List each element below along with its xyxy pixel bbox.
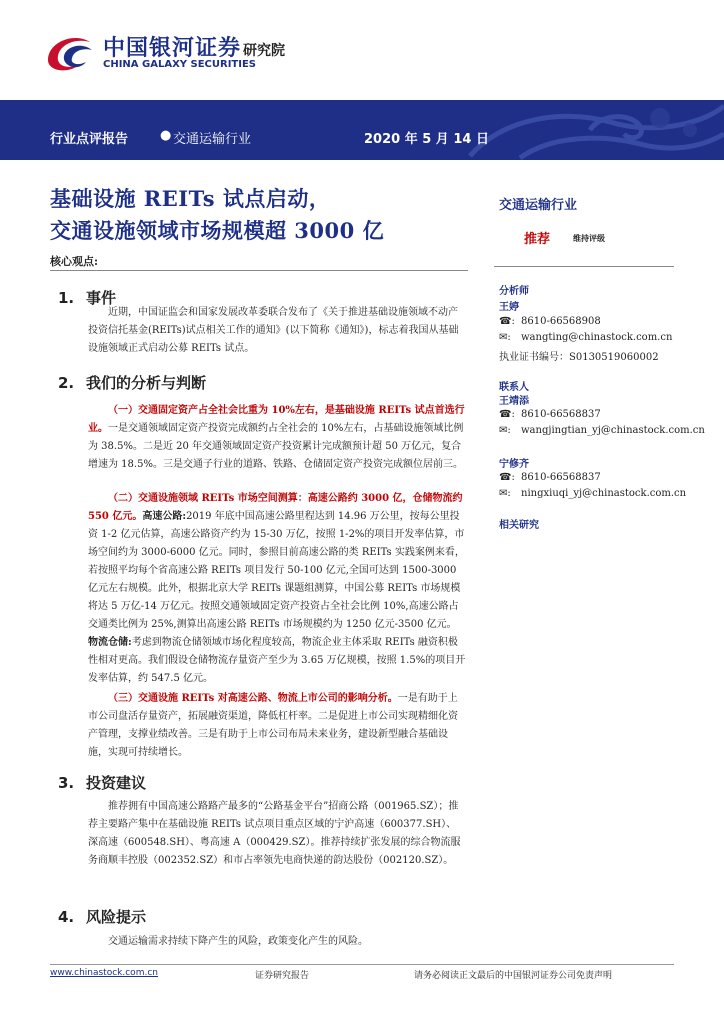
related-research-label: 相关研究 — [499, 520, 539, 531]
section-2-para-2: （二）交通设施领域 REITs 市场空间测算：高速公路约 3000 亿，仓储物流约 550 亿元。高速公路:2019 年底中国高速公路里程达到 14.96 万公里，按每公里投资 1-2 亿元估算，高速公路资产约为 15-30 万亿，按照 1-2%的项目开发率估算，市场空间约为 3000-6000 亿元。同时，参照目前高速公路的类 REITs 实践案例来看，若按照平均每个省高速公路 REITs 项目发行 50-100 亿元,全国可达到 1500-3000 亿元左右规模。此外，根据北京大学 REITs 课题组测算，中国公募 REITs 市场规模将达 5 万亿-14 万亿元。按照交通领域固定资产投资占全社会比例 10%,高速公路占交通类比例为 25%,测算出高速公路 REITs 市场规模约为 1250 亿元-3500 亿元。物流仓储:考虑到物流仓储领域市场化程度较高，物流企业主体采取 REITs 融资积极性相对更高。我们假设仓储物流存量资产至少为 3.65 万亿规模，按照 1.5%的项目开发率估算，约 547.5 亿元。 — [88, 493, 466, 684]
analyst-label: 分析师 — [499, 286, 529, 297]
contact-email[interactable]: ✉: wangjingtian_yj@chinastock.com.cn — [499, 425, 705, 436]
phone-icon: ☎: — [499, 409, 515, 420]
email-icon: ✉: — [499, 488, 511, 499]
contact-email[interactable]: ✉: ningxiuqi_yj@chinastock.com.cn — [499, 488, 687, 499]
footer-disclaimer: 请务必阅读正文最后的中国银河证券公司免责声明 — [414, 971, 613, 981]
section-heading-2: 2. 我们的分析与判断 — [58, 374, 207, 392]
section-1-body: 近期，中国证监会和国家发展改革委联合发布了《关于推进基础设施领域不动产投资信托基金(REITs)试点相关工作的通知》(以下简称《通知》)，标志着我国从基础设施领域正式启动公募 REITs 试点。 — [88, 307, 459, 354]
banner-industry: 交通运输行业 — [173, 132, 252, 147]
brand-name-en: CHINA GALAXY SECURITIES — [103, 59, 256, 70]
sidebar-divider — [494, 266, 674, 267]
section-2-para-3: （三）交通设施 REITs 对高速公路、物流上市公司的影响分析。一是有助于上市公司盘活存量资产，拓展融资渠道，降低杠杆率。二是促进上市公司实现精细化资产管理，支撑业绩改善。三是有助于上市公司布局未来业务，建设新型融合基础设施，实现可持续增长。 — [88, 693, 458, 758]
report-type: 行业点评报告 — [50, 132, 129, 147]
core-views-label: 核心观点: — [50, 255, 99, 268]
title-line-2: 交通设施领域市场规模超 3000 亿 — [50, 218, 385, 243]
analyst-email[interactable]: ✉: wangting@chinastock.com.cn — [499, 332, 673, 343]
analyst-phone: ☎: 8610-66568908 — [499, 316, 601, 327]
contact-phone: ☎: 8610-66568837 — [499, 472, 601, 483]
section-2-highlight-2: （二）交通设施领域 REITs 市场空间测算：高速公路约 3000 亿，仓储物流约 550 亿元。 — [88, 493, 463, 522]
title-line-1: 基础设施 REITs 试点启动， — [50, 186, 331, 211]
recommendation-label: 推荐 — [524, 232, 551, 247]
email-icon: ✉: — [499, 332, 511, 343]
contact-name: 王靖添 — [499, 396, 529, 407]
contact-phone: ☎: 8610-66568837 — [499, 409, 601, 420]
report-date: 2020 年 5 月 14 日 — [364, 132, 489, 147]
footer-center-text: 证券研究报告 — [255, 971, 310, 981]
section-heading-1: 1. 事件 — [58, 289, 117, 307]
section-4-body: 交通运输需求持续下降产生的风险，政策变化产生的风险。 — [108, 936, 368, 947]
banner-separator: ● — [160, 128, 172, 143]
analyst-name: 王婷 — [499, 302, 519, 313]
rating-note: 维持评级 — [573, 233, 605, 243]
email-icon: ✉: — [499, 425, 511, 436]
section-2-para-1: （一）交通固定资产占全社会比重为 10%左右，是基础设施 REITs 试点首选行业。一是交通领域固定资产投资完成额约占全社会的 10%左右，占基础设施领域比例为 38.5%。二是近 20 年交通领域固定资产投资累计完成额预计超 50 万亿元，复合增速为 18.5%。三是交通子行业的道路、铁路、仓储固定资产投资完成额位居前三。 — [88, 405, 465, 470]
contact-label: 联系人 — [499, 382, 529, 393]
section-2-highlight-3: （三）交通设施 REITs 对高速公路、物流上市公司的影响分析。 — [108, 693, 398, 704]
section-heading-4: 4. 风险提示 — [58, 908, 147, 926]
footer-divider — [50, 964, 674, 965]
sidebar-industry: 交通运输行业 — [499, 198, 578, 213]
phone-icon: ☎: — [499, 472, 515, 483]
footer-website-link[interactable]: www.chinastock.com.cn — [50, 968, 158, 978]
contact-name: 宁修齐 — [499, 459, 529, 470]
section-2-highlight-1: （一）交通固定资产占全社会比重为 10%左右，是基础设施 REITs 试点首选行业。 — [88, 405, 465, 434]
brand-name-cn: 中国银河证券 — [103, 36, 242, 61]
analyst-license: 执业证书编号：S0130519060002 — [499, 352, 659, 363]
brand-institute: 研究院 — [243, 43, 285, 59]
divider — [50, 270, 468, 271]
galaxy-logo-icon — [44, 30, 96, 74]
section-3-body: 推荐拥有中国高速公路路产最多的“公路基金平台”招商公路（001965.SZ）；推荐主要路产集中在基础设施 REITs 试点项目重点区域的宁沪高速（600377.SH）、深高速（600548.SH）、粤高速 A（000429.SZ）。推荐持续扩张发展的综合物流服务商顺丰控股（002352.SZ）和市占率领先电商快递的韵达股份（002120.SZ）。 — [88, 801, 461, 866]
phone-icon: ☎: — [499, 316, 515, 327]
section-heading-3: 3. 投资建议 — [58, 774, 147, 792]
